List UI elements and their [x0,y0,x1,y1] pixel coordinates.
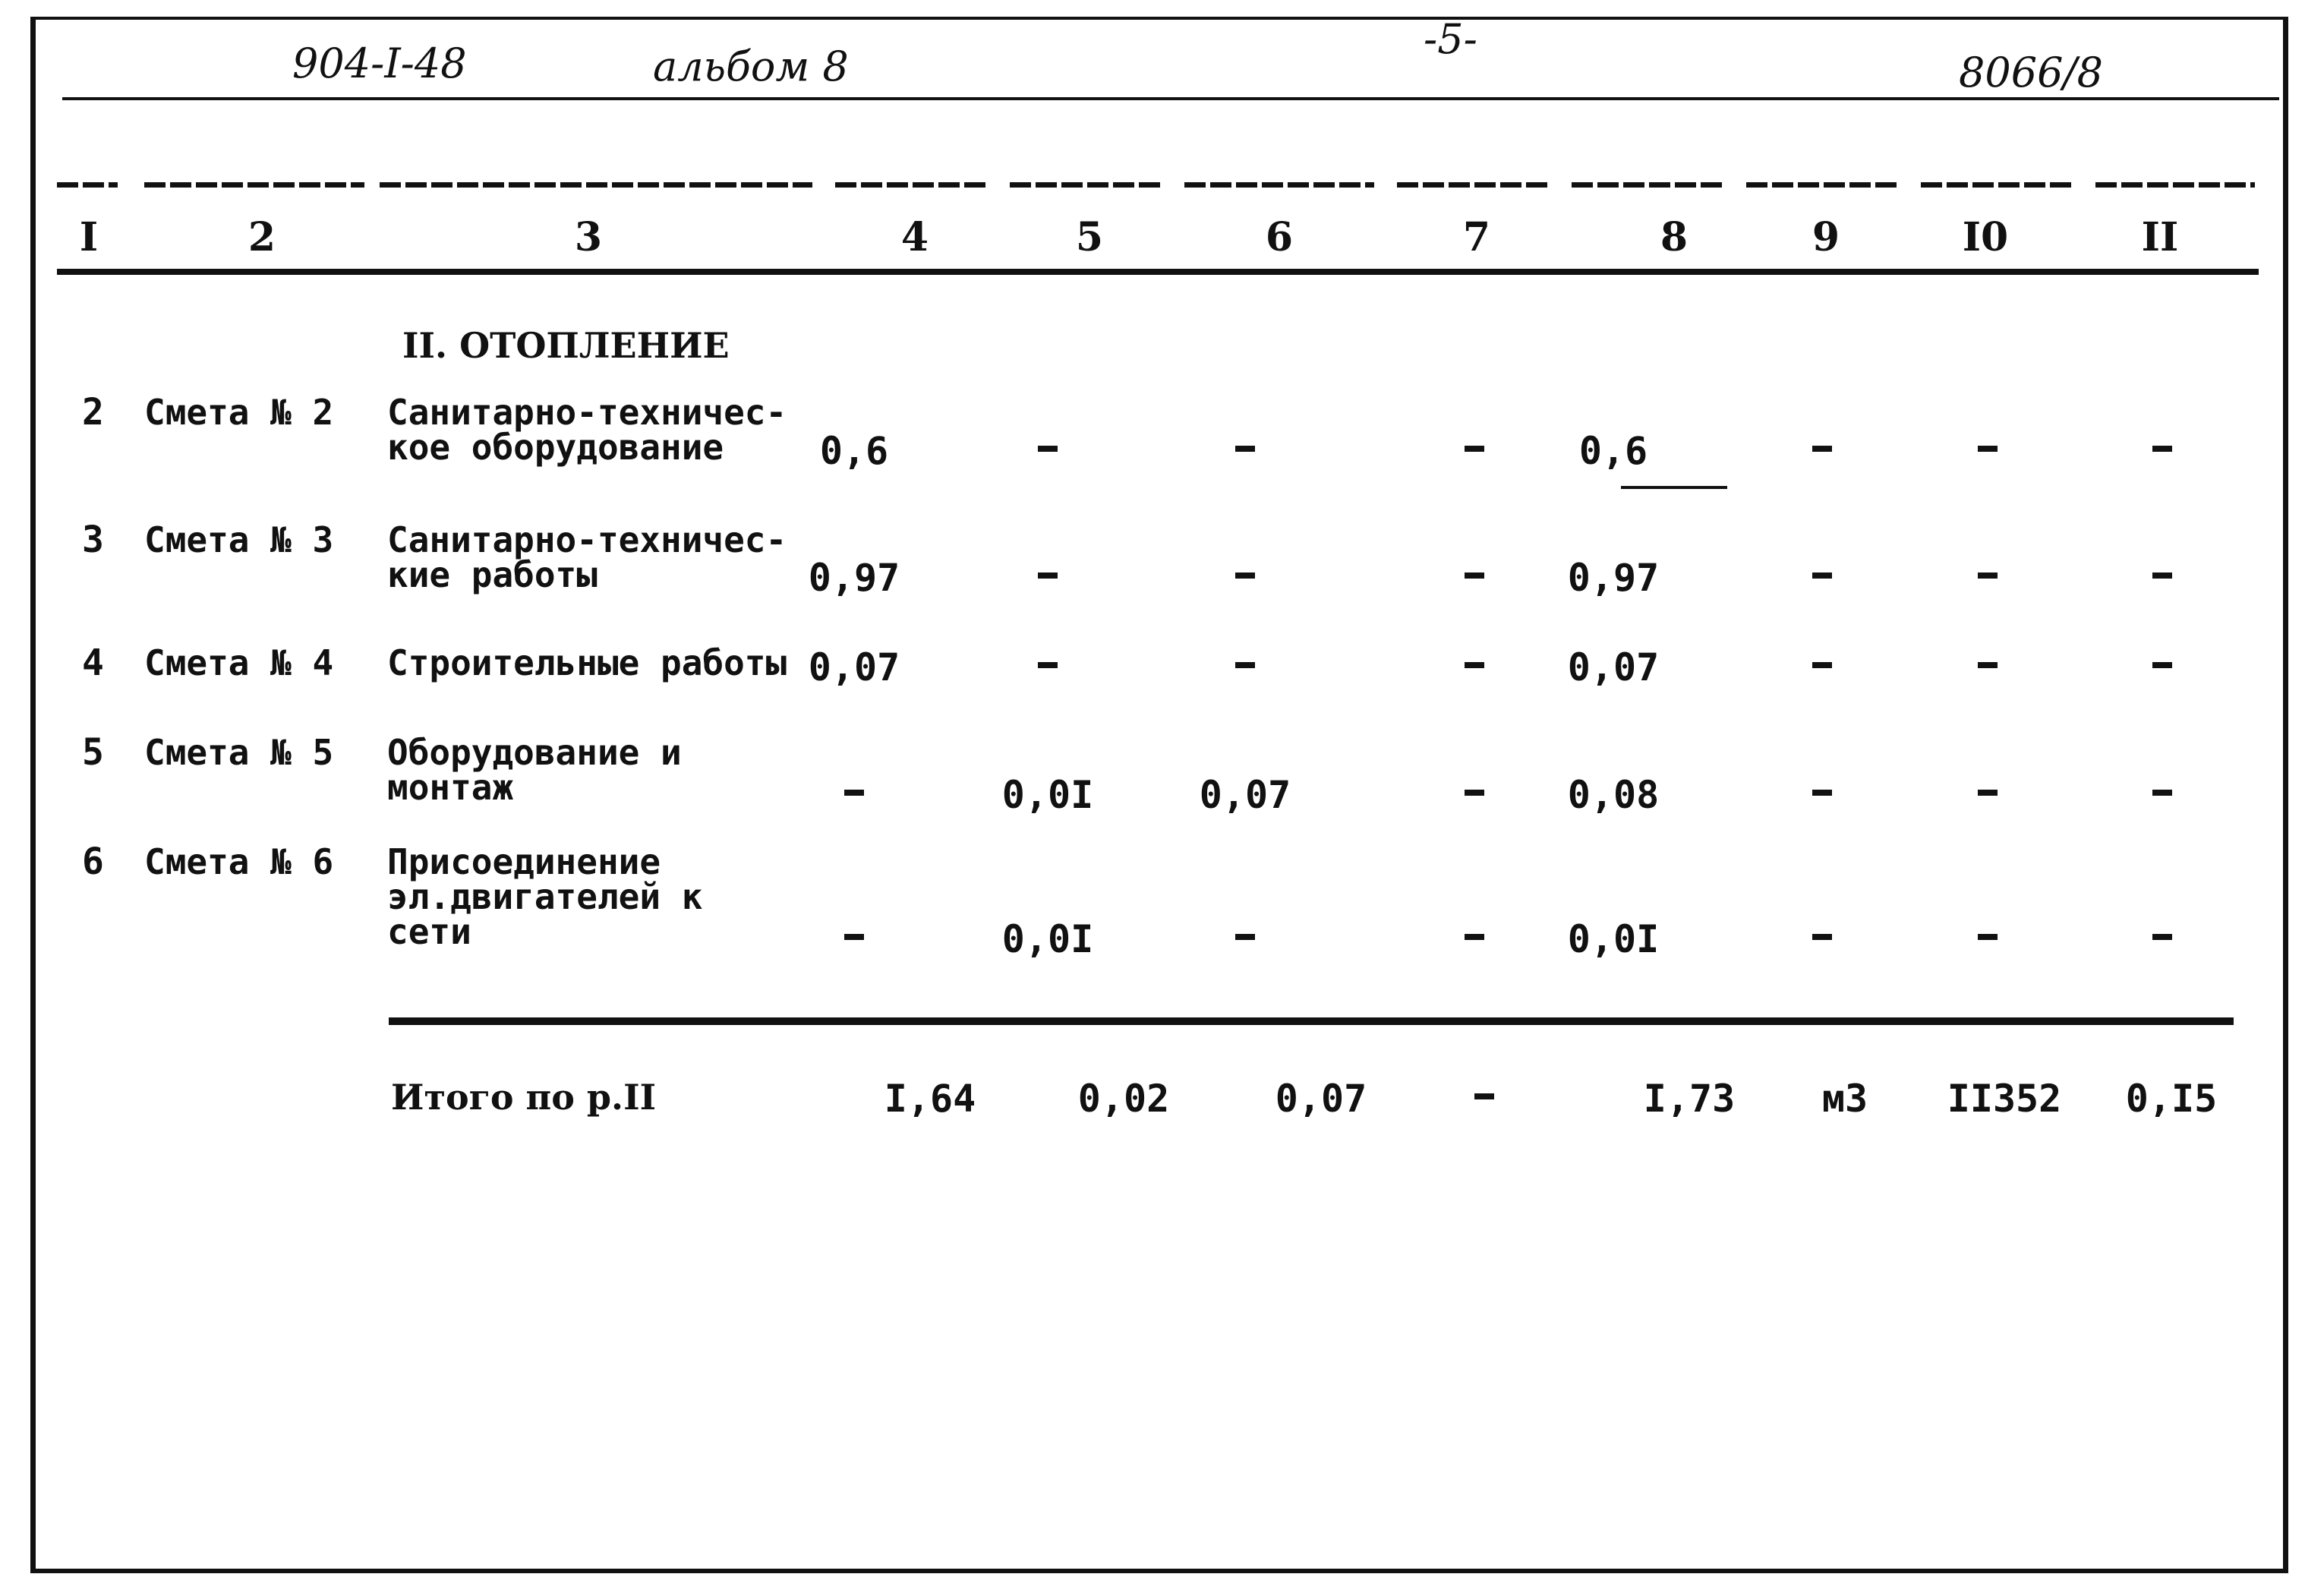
row-number: 5 [82,731,104,774]
column-header-stroke [1921,182,2073,188]
estimate-label: Смета № 4 [144,642,334,683]
dash-mark [1812,934,1832,940]
column-header-stroke [1010,182,1162,188]
dash-mark [1812,446,1832,452]
dash-mark [2152,446,2172,452]
dash-mark [1978,934,1998,940]
row-c8: 0,97 [1567,556,1660,600]
estimate-label: Смета № 2 [144,392,334,433]
dash-mark [1235,572,1255,579]
row-c4: 0,97 [808,556,900,600]
dash-mark [2152,790,2172,796]
album-label: альбом 8 [653,43,849,90]
total-col6: 0,07 [1275,1077,1367,1121]
total-col7 [1474,1093,1494,1099]
header-rule [62,97,2279,100]
estimate-label: Смета № 5 [144,732,334,773]
dash-mark [1465,572,1484,579]
dash-mark [1038,446,1058,452]
column-header-stroke [1184,182,1374,188]
row-c4: 0,6 [819,429,889,473]
row-c6: 0,07 [1199,773,1291,817]
page-number: -5- [1424,15,1477,63]
dash-mark [1465,662,1484,668]
row-c8: 0,08 [1567,773,1660,817]
row-c8: 0,07 [1567,645,1660,689]
dash-mark [844,790,864,796]
row-number: 6 [82,841,104,883]
column-number: 9 [1812,214,1840,260]
work-name: Оборудование и монтаж [387,732,682,808]
work-name: Санитарно-техничес- кие работы [387,519,787,595]
total-col9: м3 [1821,1077,1868,1121]
column-number: 3 [574,214,603,260]
inventory-number: 8066/8 [1959,49,2103,96]
dash-mark [2152,572,2172,579]
estimate-label: Смета № 3 [144,519,334,560]
dash-mark [1812,572,1832,579]
total-col11: 0,I5 [2125,1077,2218,1121]
column-header-stroke [1746,182,1898,188]
row-number: 4 [82,642,104,684]
dash-mark [1235,662,1255,668]
dash-mark [2152,662,2172,668]
dash-mark [1235,446,1255,452]
row-c8: 0,0I [1567,917,1660,961]
row-number: 3 [82,519,104,561]
total-col4: I,64 [884,1077,976,1121]
dash-mark [1038,572,1058,579]
dash-mark [1978,790,1998,796]
column-number: 8 [1660,214,1689,260]
dash-mark [844,934,864,940]
column-number: I0 [1962,214,2009,260]
dash-mark [1978,446,1998,452]
dash-mark [1465,790,1484,796]
column-header-stroke [2095,182,2255,188]
dash-mark [1978,572,1998,579]
row-c5: 0,0I [1001,917,1094,961]
dash-mark [1812,662,1832,668]
doc-code: 904-I-48 [292,39,467,87]
dash-mark [1235,934,1255,940]
estimate-label: Смета № 6 [144,841,334,882]
dash-mark [2152,934,2172,940]
work-name: Строительные работы [387,642,787,683]
dash-mark [1038,662,1058,668]
column-number: II [2141,214,2179,260]
column-number: 7 [1462,214,1491,260]
column-header-stroke [380,182,812,188]
dash-mark [1465,446,1484,452]
dash-mark [1812,790,1832,796]
work-name: Санитарно-техничес- кое оборудование [387,392,787,468]
row-c8: 0,6 [1578,429,1648,473]
total-col10: II352 [1947,1077,2062,1121]
row-c4: 0,07 [808,645,900,689]
dash-mark [1978,662,1998,668]
row-c5: 0,0I [1001,773,1094,817]
column-number: 5 [1075,214,1104,260]
value-underline [1621,486,1727,489]
dash-mark [1465,934,1484,940]
total-col5: 0,02 [1077,1077,1170,1121]
total-label: Итого по р.II [391,1077,657,1118]
column-header-stroke [1397,182,1549,188]
column-number: I [79,214,99,260]
column-header-rule [57,269,2259,275]
row-number: 2 [82,391,104,434]
work-name: Присоединение эл.двигателей к сети [387,841,703,952]
column-number: 6 [1265,214,1294,260]
column-number: 2 [248,214,276,260]
column-number: 4 [900,214,929,260]
section-title: II. ОТОПЛЕНИЕ [402,325,730,366]
total-rule [389,1017,2234,1025]
column-header-stroke [57,182,118,188]
column-header-stroke [835,182,987,188]
total-col8: I,73 [1643,1077,1736,1121]
column-header-stroke [144,182,364,188]
column-header-stroke [1572,182,1723,188]
